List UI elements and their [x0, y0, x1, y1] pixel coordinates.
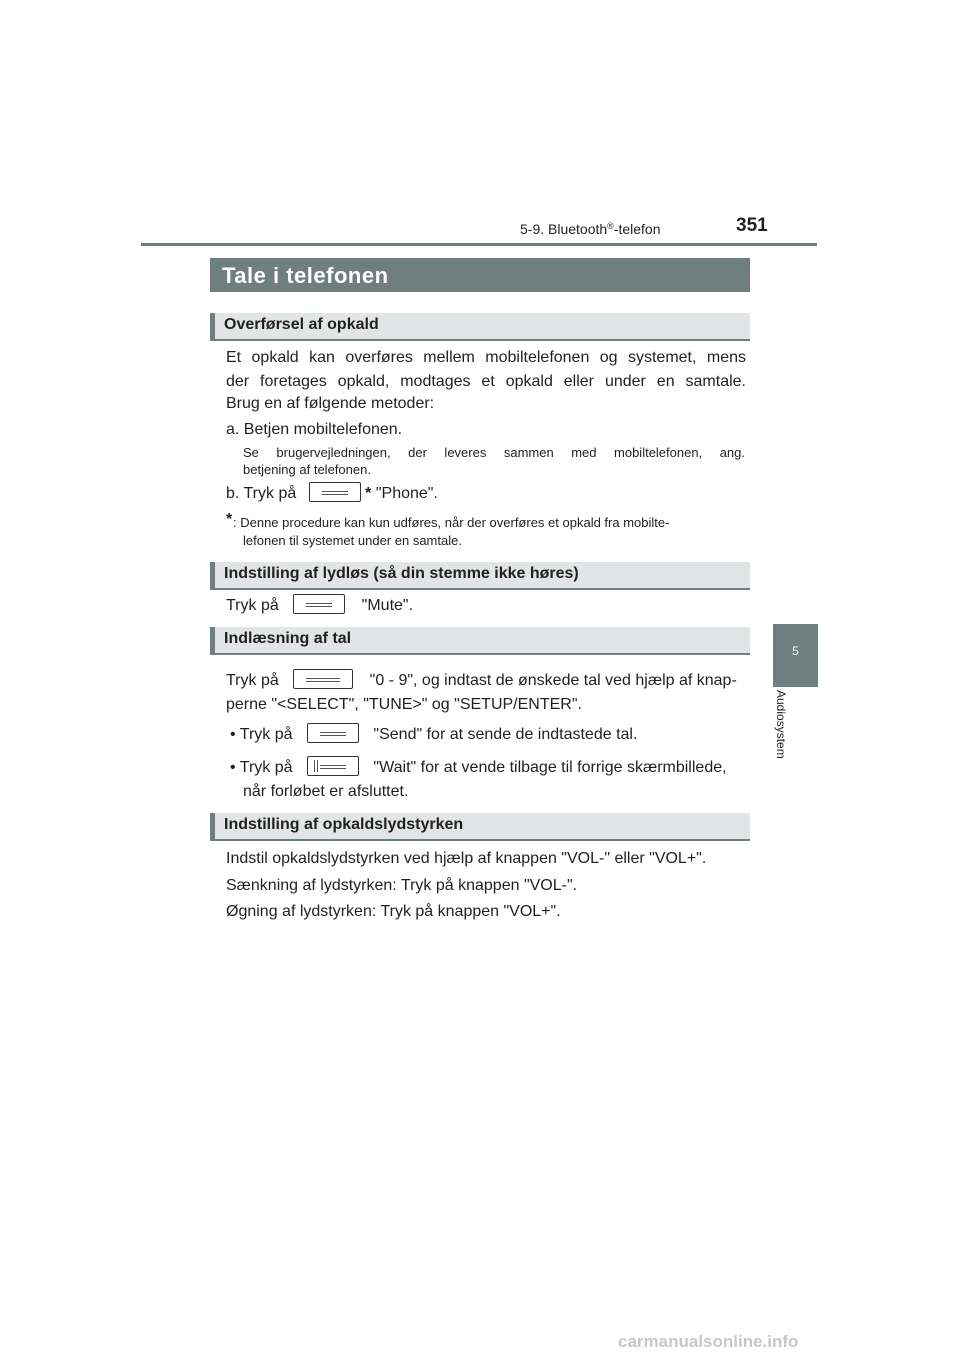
digits-line2: perne "<SELECT", "TUNE>" og "SETUP/ENTER".: [226, 696, 582, 713]
section-prefix: 5-9. Bluetooth: [520, 221, 608, 237]
footnote-line1: : Denne procedure kan kun udføres, når der overføres et opkald fra mobilte-: [233, 515, 670, 530]
note-a-line1: Se brugervejledningen, der leveres sammen med mobiltelefonen, ang.: [243, 445, 745, 460]
footnote-line2: lefonen til systemet under en samtale.: [243, 533, 462, 548]
mute-button-icon[interactable]: [293, 594, 345, 614]
chapter-tab: [773, 624, 818, 687]
digits-bullet2-post: "Wait" for at vende tilbage til forrige skærmbillede,: [373, 759, 727, 776]
option-b-pre: b. Tryk på: [226, 485, 297, 502]
section-suffix: -telefon: [613, 221, 661, 237]
watermark: carmanualsonline.info: [618, 1332, 799, 1351]
mute-heading-bar: [210, 562, 750, 590]
volume-line1: Indstil opkaldslydstyrken ved hjælp af knappen "VOL-" eller "VOL+".: [226, 850, 707, 867]
page-title-bar: [210, 258, 750, 292]
page-number: 351: [736, 215, 768, 236]
digits-bullet2-pre: • Tryk på: [230, 759, 293, 776]
chapter-label: [774, 690, 804, 780]
volume-line3: Øgning af lydstyrken: Tryk på knappen "VOL+".: [226, 903, 561, 920]
digits-line1: [226, 669, 737, 693]
digits-bullet2: [230, 756, 727, 780]
page-title: Tale i telefonen: [222, 263, 389, 288]
digits-button-icon[interactable]: [293, 669, 353, 689]
mute-text-post: "Mute".: [361, 597, 414, 614]
section-header: [520, 221, 661, 237]
transfer-heading-bar: [210, 313, 750, 341]
note-a-line2: betjening af telefonen.: [243, 462, 371, 477]
option-b-asterisk: *: [365, 485, 372, 502]
transfer-heading: Overførsel af opkald: [224, 316, 379, 333]
digits-line1-pre: Tryk på: [226, 672, 279, 689]
mute-text: [226, 594, 413, 618]
digits-bullet1-post: "Send" for at sende de indtastede tal.: [373, 726, 638, 743]
volume-heading: Indstilling af opkaldslydstyrken: [224, 816, 464, 833]
registered-mark: ®: [607, 221, 614, 231]
digits-bullet1-pre: • Tryk på: [230, 726, 293, 743]
phone-button-icon[interactable]: [309, 482, 361, 502]
digits-bullet1: [230, 723, 637, 747]
digits-heading: Indlæsning af tal: [224, 630, 352, 647]
chapter-label-text: Audiosystem: [774, 690, 788, 759]
option-b-post: "Phone".: [375, 485, 438, 502]
option-a: a. Betjen mobiltelefonen.: [226, 421, 403, 438]
transfer-intro-line2: der foretages opkald, modtages et opkald eller under en samtale.: [226, 373, 746, 390]
option-b: [226, 482, 438, 506]
digits-bullet2-line2: når forløbet er afsluttet.: [243, 783, 409, 800]
mute-text-pre: Tryk på: [226, 597, 279, 614]
mute-heading: Indstilling af lydløs (så din stemme ikke høres): [224, 565, 579, 582]
footnote-mark: *: [226, 511, 233, 528]
transfer-intro-line3: Brug en af følgende metoder:: [226, 395, 435, 412]
transfer-intro-line1: Et opkald kan overføres mellem mobiltelefonen og systemet, mens: [226, 349, 746, 366]
wait-button-icon[interactable]: [307, 756, 359, 776]
volume-line2: Sænkning af lydstyrken: Tryk på knappen "VOL-".: [226, 877, 578, 894]
send-button-icon[interactable]: [307, 723, 359, 743]
digits-heading-bar: [210, 627, 750, 655]
chapter-number: 5: [792, 644, 799, 658]
volume-heading-bar: [210, 813, 750, 841]
digits-line1-post: "0 - 9", og indtast de ønskede tal ved hjælp af knap-: [369, 672, 737, 689]
header-rule: [141, 243, 817, 246]
